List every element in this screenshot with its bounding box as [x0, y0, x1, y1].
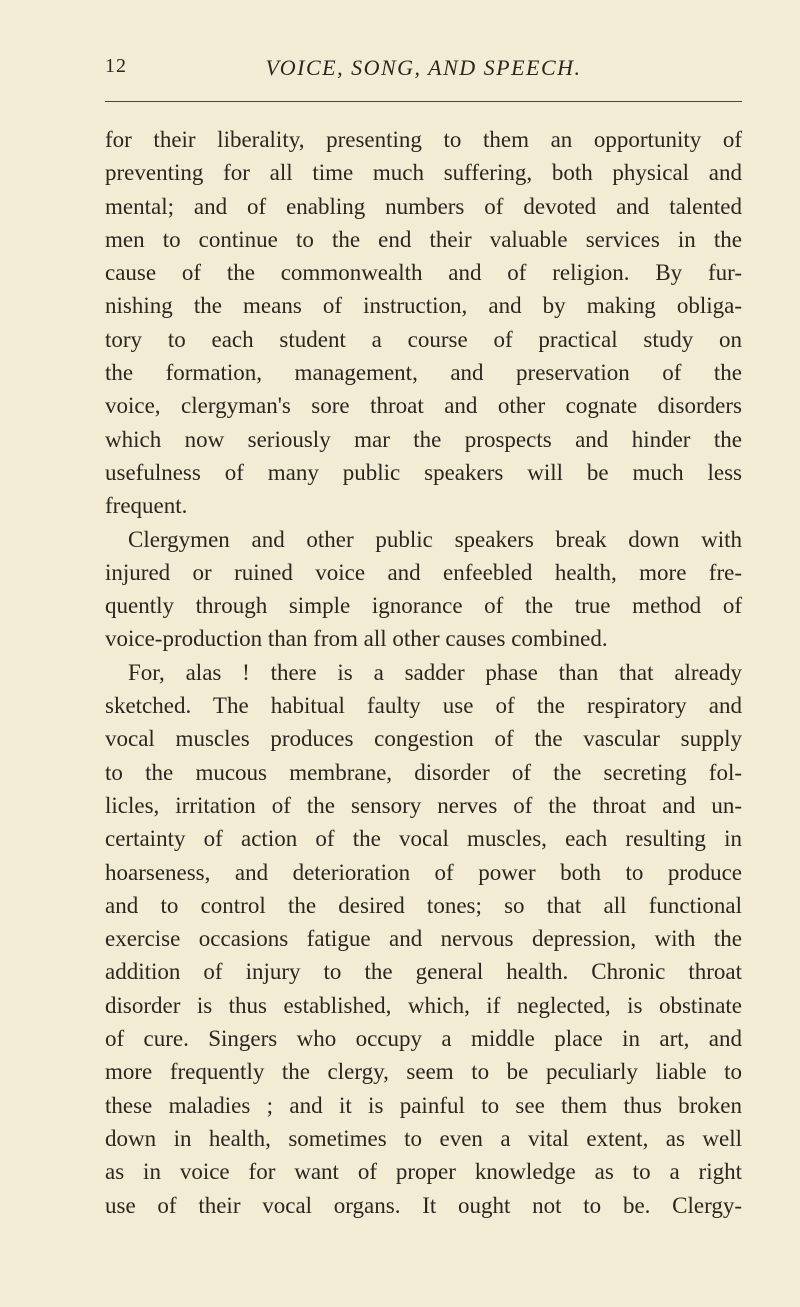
- text-line: licles, irritation of the sensory nerves of the throat and un-: [105, 792, 742, 818]
- text-line: to the mucous membrane, disorder of the secreting fol-: [105, 759, 742, 785]
- text-line: voice, clergyman's sore throat and other cognate disorders: [105, 393, 742, 419]
- text-line: these maladies ; and it is painful to see them thus broken: [105, 1092, 742, 1118]
- text-line: certainty of action of the vocal muscles, each resulting in: [105, 826, 742, 852]
- text-line: which now seriously mar the prospects and hinder the: [105, 426, 742, 452]
- text-line: for their liberality, presenting to them an opportunity of: [105, 127, 742, 152]
- text-line: mental; and of enabling numbers of devoted and talented: [105, 193, 742, 219]
- text-line: injured or ruined voice and enfeebled health, more fre-: [105, 559, 742, 585]
- text-line: sketched. The habitual faulty use of the respiratory and: [105, 693, 742, 719]
- text-line: preventing for all time much suffering, both physical and: [105, 160, 742, 186]
- text-line: as in voice for want of proper knowledge as to a right: [105, 1159, 742, 1185]
- body-text: [105, 123, 742, 1222]
- text-line: use of their vocal organs. It ought not to be. Clergy-: [105, 1192, 742, 1218]
- text-line: cause of the commonwealth and of religion. By fur-: [105, 260, 742, 286]
- text-line: frequent.: [105, 493, 188, 519]
- text-line: tory to each student a course of practical study on: [105, 326, 742, 352]
- text-line: and to control the desired tones; so that all functional: [105, 892, 742, 918]
- text-line: usefulness of many public speakers will be much less: [105, 459, 742, 485]
- text-line: nishing the means of instruction, and by making obliga-: [105, 293, 742, 319]
- running-title: VOICE, SONG, AND SPEECH.: [265, 55, 582, 80]
- running-head: [105, 55, 742, 85]
- page-number: 12: [105, 55, 127, 77]
- text-line: more frequently the clergy, seem to be peculiarly liable to: [105, 1059, 742, 1085]
- text-line: exercise occasions fatigue and nervous depression, with the: [105, 926, 742, 952]
- text-line: addition of injury to the general health. Chronic throat: [105, 959, 742, 985]
- text-line: of cure. Singers who occupy a middle place in art, and: [105, 1026, 742, 1052]
- text-line: disorder is thus established, which, if neglected, is obstinate: [105, 992, 742, 1018]
- text-line: voice-production than from all other causes combined.: [105, 626, 608, 652]
- text-line: down in health, sometimes to even a vital extent, as well: [105, 1125, 742, 1151]
- text-line: hoarseness, and deterioration of power both to produce: [105, 859, 742, 885]
- text-line: quently through simple ignorance of the true method of: [105, 593, 742, 619]
- text-line: men to continue to the end their valuable services in the: [105, 226, 742, 252]
- text-line: Clergymen and other public speakers break down with: [128, 526, 742, 552]
- text-line: For, alas ! there is a sadder phase than that already: [128, 659, 742, 685]
- text-line: vocal muscles produces congestion of the vascular supply: [105, 726, 742, 752]
- header-rule: [105, 101, 742, 102]
- text-line: the formation, management, and preservation of the: [105, 360, 742, 386]
